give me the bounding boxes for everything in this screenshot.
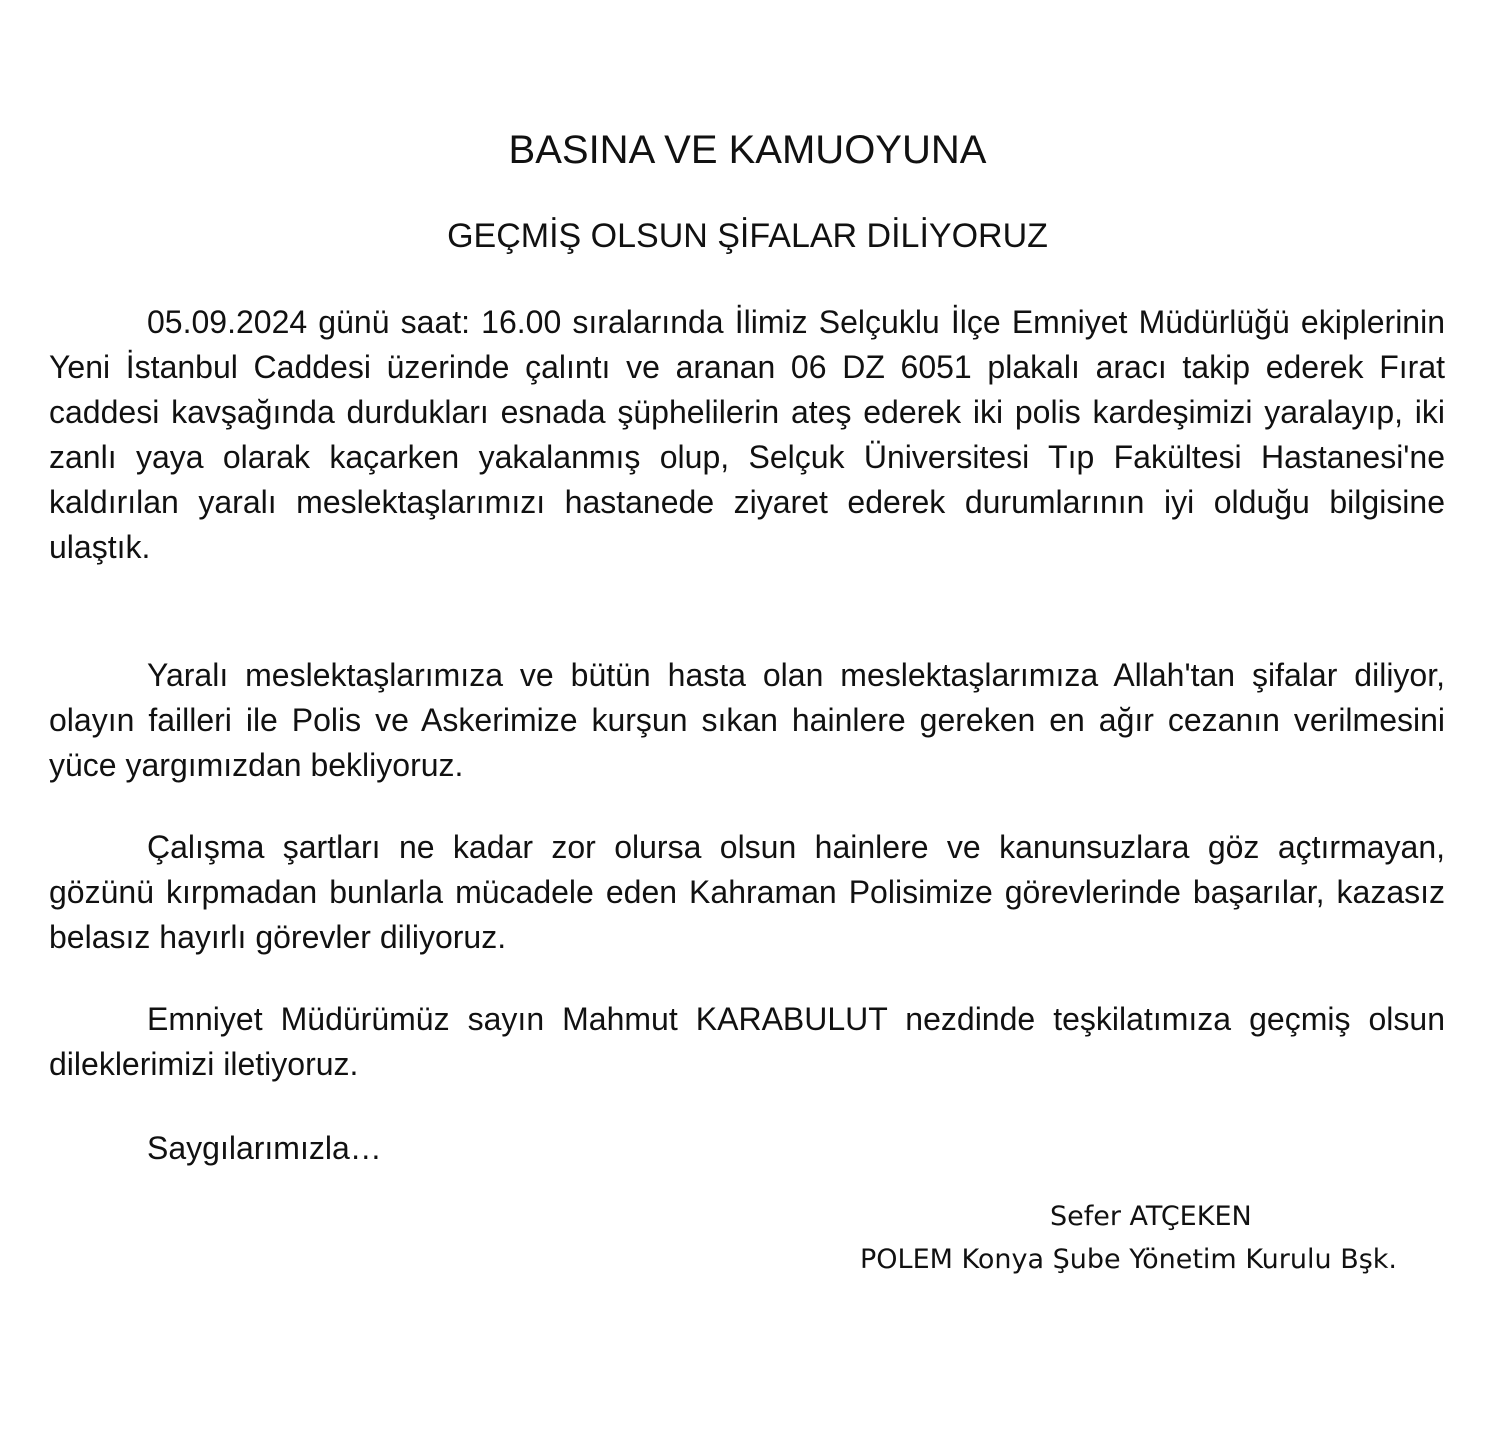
paragraph-police-support: Çalışma şartları ne kadar zor olursa olsun hainlere ve kanunsuzlara göz açtırmayan, gözünü kırpmadan bunlarla mücadele eden Kahraman Polisimize görevlerinde başarılar, kazasız belasız hayırlı görevler diliyoruz. [49,829,1445,955]
paragraph-incident: 05.09.2024 günü saat: 16.00 sıralarında İlimiz Selçuklu İlçe Emniyet Müdürlüğü ekiplerinin Yeni İstanbul Caddesi üzerinde çalıntı ve aranan 06 DZ 6051 plakalı aracı takip ederek Fırat caddesi kavşağında durdukları esnada şüphelilerin ateş ederek iki polis kardeşimizi yaralayıp, iki zanlı yaya olarak kaçarken yakalanmış olup, Selçuk Üniversitesi Tıp Fakültesi Hastanesi'ne kaldırılan yaralı meslektaşlarımızı hastanede ziyaret ederek durumlarının iyi olduğu bilgisine ulaştık. [49,304,1445,565]
closing-text: Saygılarımızla… [147,1130,382,1166]
document-subtitle: GEÇMİŞ OLSUN ŞİFALAR DİLİYORUZ [447,217,1048,255]
paragraph-wishes: Yaralı meslektaşlarımıza ve bütün hasta olan meslektaşlarımıza Allah'tan şifalar diliyor, olayın failleri ile Polis ve Askerimize kurşun sıkan hainlere gereken en ağır cezanın verilmesini yüce yargımızdan bekliyoruz. [49,657,1445,783]
paragraph-condolence: Emniyet Müdürümüz sayın Mahmut KARABULUT nezdinde teşkilatımıza geçmiş olsun dileklerimizi iletiyoruz. [49,1001,1445,1082]
signature-role: POLEM Konya Şube Yönetim Kurulu Bşk. [860,1244,1398,1275]
signature-name: Sefer ATÇEKEN [1050,1201,1252,1232]
document-title: BASINA VE KAMUOYUNA [508,128,987,172]
